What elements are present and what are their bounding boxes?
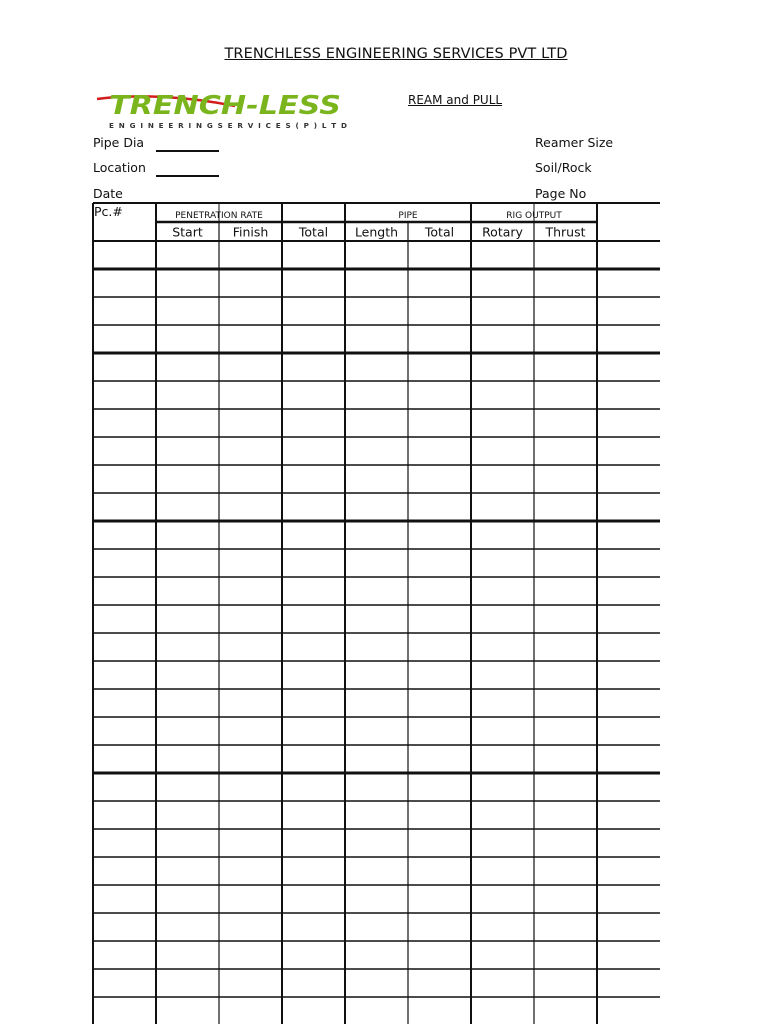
reamer-size-label: Reamer Size xyxy=(535,135,614,150)
penetration-rate-header: PENETRATION RATE xyxy=(175,211,263,221)
subheader-start: Start xyxy=(172,224,203,240)
company-title: TRENCHLESS ENGINEERING SERVICES PVT LTD xyxy=(224,46,568,62)
rig-output-header: RIG OUTPUT xyxy=(506,211,562,221)
subheader-rotary: Rotary xyxy=(482,224,523,240)
subheader-finish: Finish xyxy=(232,224,269,240)
form-title: REAM and PULL xyxy=(408,93,503,107)
soil-rock-label: Soil/Rock xyxy=(535,160,592,175)
subheader-thrust: Thrust xyxy=(545,224,586,240)
logo-wordmark: TRENCH-LESS xyxy=(109,92,341,121)
location-label: Location xyxy=(93,160,146,175)
subheader-total: Total xyxy=(424,224,455,240)
pc-number-header: Pc.# xyxy=(94,204,123,219)
pipe-dia-label: Pipe Dia xyxy=(93,135,145,150)
pipe-header: PIPE xyxy=(398,211,418,221)
date-label: Date xyxy=(93,186,123,201)
subheader-total: Total xyxy=(298,224,329,240)
page-no-label: Page No xyxy=(535,186,587,201)
subheader-length: Length xyxy=(354,224,399,240)
logo-tagline: E N G I N E E R I N G S E R V I C E S ( P ) L T D xyxy=(109,121,347,130)
